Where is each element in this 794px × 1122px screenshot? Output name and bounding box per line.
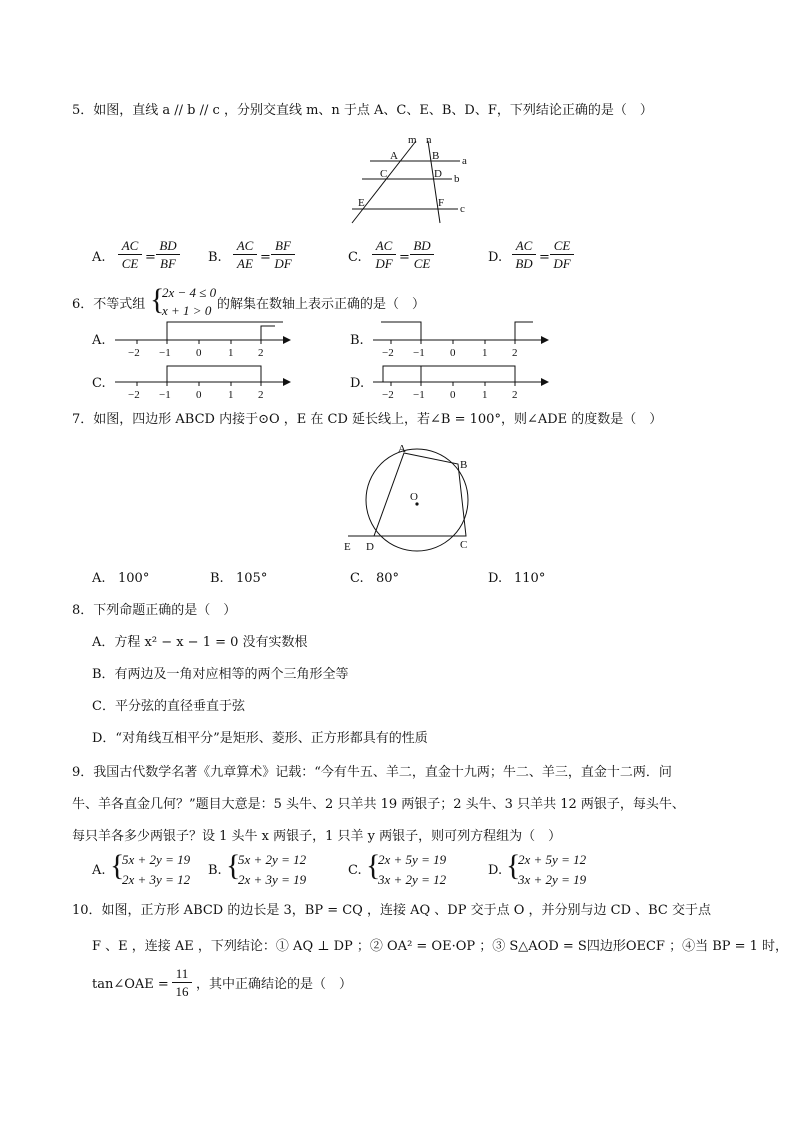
label-b: b <box>454 173 460 185</box>
label-B: B <box>432 150 440 162</box>
q10-line-2: F 、E ，连接 AE ，下列结论：① AQ ⊥ DP ；② OA² = OE·OP ；③ S△AOD = S四边形OECF ；④当 BP = 1 时， <box>92 939 789 954</box>
svg-text:2: 2 <box>258 347 264 359</box>
q8-stem: 8．下列命题正确的是（ ） <box>72 603 237 618</box>
q6-option-a-key[interactable]: A. <box>92 333 106 348</box>
option-key: A. <box>92 250 106 265</box>
svg-text:0: 0 <box>450 347 456 359</box>
fraction-right: BD BF <box>156 238 180 271</box>
q8-option-b[interactable]: B．有两边及一角对应相等的两个三角形全等 <box>92 667 349 682</box>
label-F: F <box>438 197 445 209</box>
svg-text:2: 2 <box>512 389 518 401</box>
q7-circle-figure <box>340 440 490 560</box>
q6-option-a-number-line <box>115 318 295 360</box>
q8-option-c[interactable]: C．平分弦的直径垂直于弦 <box>92 699 245 714</box>
svg-text:−1: −1 <box>159 389 171 401</box>
q8-option-d[interactable]: D．“对角线互相平分”是矩形、菱形、正方形都具有的性质 <box>92 731 428 746</box>
svg-text:−2: −2 <box>382 389 394 401</box>
svg-text:1: 1 <box>228 347 234 359</box>
q6-option-b-key[interactable]: B. <box>350 333 364 348</box>
svg-text:−2: −2 <box>382 347 394 359</box>
svg-text:−2: −2 <box>128 347 140 359</box>
fraction-left: AC CE <box>118 238 142 271</box>
fraction-right: CE DF <box>550 238 574 271</box>
svg-text:−2: −2 <box>128 389 140 401</box>
q9-line-3: 每只羊各多少两银子？设 1 头牛 x 两银子，1 只羊 y 两银子，则可列方程组为（ ） <box>72 829 562 844</box>
q6-option-c-number-line <box>115 360 295 402</box>
fraction-right: BF DF <box>271 238 295 271</box>
label-c: c <box>460 203 465 215</box>
q10-line-1: 10．如图，正方形 ABCD 的边长是 3，BP = CQ ，连接 AQ 、DP 交于点 O ，并分别与边 CD 、BC 交于点 <box>72 903 711 918</box>
option-brace: { <box>226 849 241 882</box>
svg-text:0: 0 <box>196 389 202 401</box>
label-E: E <box>358 197 365 209</box>
svg-text:B: B <box>460 459 468 471</box>
label-n: n <box>426 134 432 146</box>
q10-line-3-start: tan∠OAE = <box>92 977 169 992</box>
svg-text:1: 1 <box>482 389 488 401</box>
fraction-left: AC AE <box>233 238 257 271</box>
svg-text:A: A <box>398 443 406 455</box>
q6-option-b-number-line <box>373 318 553 360</box>
label-a: a <box>462 155 467 167</box>
option-brace: { <box>506 849 521 882</box>
option-key: B. <box>208 250 222 265</box>
q6-brace: { <box>150 283 165 316</box>
label-D: D <box>434 168 442 180</box>
fraction-left: AC BD <box>512 238 536 271</box>
q8-option-a[interactable]: A．方程 x² − x − 1 = 0 没有实数根 <box>92 635 308 650</box>
option-brace: { <box>110 849 125 882</box>
svg-text:−1: −1 <box>413 389 425 401</box>
svg-text:2: 2 <box>512 347 518 359</box>
q9-line-1: 9．我国古代数学名著《九章算术》记载：“今有牛五、羊二，直金十九两；牛二、羊三，直金十二两．问 <box>72 765 672 780</box>
svg-text:C: C <box>460 539 468 551</box>
q6-option-d-key[interactable]: D. <box>350 376 365 391</box>
svg-text:−1: −1 <box>413 347 425 359</box>
q10-line-3-end: ，其中正确结论的是（ ） <box>196 977 353 992</box>
q6-option-c-key[interactable]: C. <box>92 376 106 391</box>
q10-fraction: 11 16 <box>172 966 192 999</box>
label-m: m <box>408 134 417 146</box>
option-key: C. <box>348 250 362 265</box>
svg-text:−1: −1 <box>159 347 171 359</box>
svg-text:2: 2 <box>258 389 264 401</box>
fraction-right: BD CE <box>410 238 434 271</box>
fraction-left: AC DF <box>372 238 396 271</box>
q6-stem-suffix: 的解集在数轴上表示正确的是（ ） <box>217 297 426 312</box>
svg-text:E: E <box>344 541 351 553</box>
svg-text:1: 1 <box>482 347 488 359</box>
q9-line-2: 牛、羊各直金几何？”题目大意是：5 头牛、2 只羊共 19 两银子；2 头牛、3 只羊共 12 两银子，每头牛、 <box>72 797 685 812</box>
svg-text:D: D <box>366 541 374 553</box>
svg-text:1: 1 <box>228 389 234 401</box>
q6-stem-prefix: 6．不等式组 <box>72 297 146 312</box>
svg-text:0: 0 <box>450 389 456 401</box>
q6-inequality-2: x + 1 > 0 <box>162 303 212 318</box>
option-brace: { <box>366 849 381 882</box>
svg-text:O: O <box>410 491 418 503</box>
q5-stem: 5．如图，直线 a // b // c ，分别交直线 m、n 于点 A、C、E、B、D、F，下列结论正确的是（ ） <box>72 103 653 118</box>
option-key: D. <box>488 250 503 265</box>
q7-stem: 7．如图，四边形 ABCD 内接于⊙O ，E 在 CD 延长线上，若∠B = 100°，则∠ADE 的度数是（ ） <box>72 412 663 427</box>
q6-inequality-1: 2x − 4 ≤ 0 <box>162 285 217 300</box>
label-C: C <box>380 168 388 180</box>
label-A: A <box>390 150 398 162</box>
q5-parallel-lines-figure <box>340 133 480 228</box>
svg-text:0: 0 <box>196 347 202 359</box>
q6-option-d-number-line <box>373 360 553 402</box>
